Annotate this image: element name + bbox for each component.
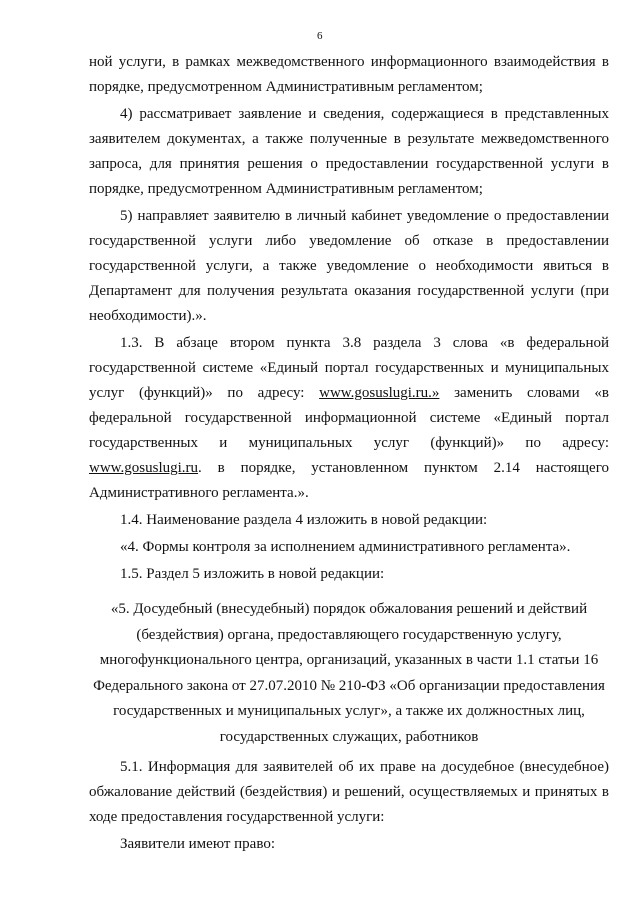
paragraph-continuation: ной услуги, в рамках межведомственного информационного взаимодействия в порядке, предусмотренном Административным регламентом;	[89, 54, 609, 95]
paragraph-applicants-rights: Заявители имеют право:	[120, 836, 275, 852]
paragraph-1-3-text-2: заменить словами «в федеральной государственной информационной системе «Единый портал государственных и муниципальных услуг (функций)» по адресу:	[89, 385, 609, 451]
paragraph-1-3-text-1: 1.3. В абзаце втором пункта 3.8 раздела 3 слова «в федеральной государственной системе «Единый портал государственных и муниципальных услуг (функций)» по адресу:	[89, 335, 609, 401]
gosuslugi-link-new[interactable]: www.gosuslugi.ru	[89, 460, 199, 476]
paragraph-item-4: 4) рассматривает заявление и сведения, содержащиеся в представленных заявителем документах, а также полученные в результате межведомственного запроса, для принятия решения о предоставлении государственной услуги в порядке, предусмотренном Административным регламентом;	[89, 106, 609, 197]
paragraph-1-4: 1.4. Наименование раздела 4 изложить в новой редакции:	[120, 512, 488, 528]
paragraph-5-1: 5.1. Информация для заявителей об их праве на досудебное (внесудебное) обжалование действий (бездействия) и решений, осуществляемых и принятых в ходе предоставления государственной услуги:	[89, 759, 609, 825]
document-body	[89, 50, 609, 859]
paragraph-1-3-text-3: . в порядке, установленном пунктом 2.14 настоящего Административного регламента.».	[89, 460, 609, 501]
gosuslugi-link-old[interactable]: www.gosuslugi.ru.»	[319, 385, 440, 401]
section-4-title: «4. Формы контроля за исполнением административного регламента».	[120, 539, 571, 555]
paragraph-item-5: 5) направляет заявителю в личный кабинет уведомление о предоставлении государственной услуги либо уведомление об отказе в предоставлении государственной услуги, а также уведомление о необходимости явиться в Департамент для получения результата оказания государственной услуги (при необходимости).».	[89, 208, 609, 324]
section-5-heading: «5. Досудебный (внесудебный) порядок обжалования решений и действий (бездействия) органа, предоставляющего государственную услугу, многофункционального центра, организаций, указанных в части 1.1 статьи 16 Федерального закона от 27.07.2010 № 210-ФЗ «Об организации предоставления государственных и муниципальных услуг», а также их должностных лиц, государственных служащих, работников	[93, 601, 605, 745]
paragraph-1-5: 1.5. Раздел 5 изложить в новой редакции:	[120, 566, 385, 582]
page-number: 6	[317, 30, 323, 42]
paragraph-1-3	[89, 331, 609, 506]
